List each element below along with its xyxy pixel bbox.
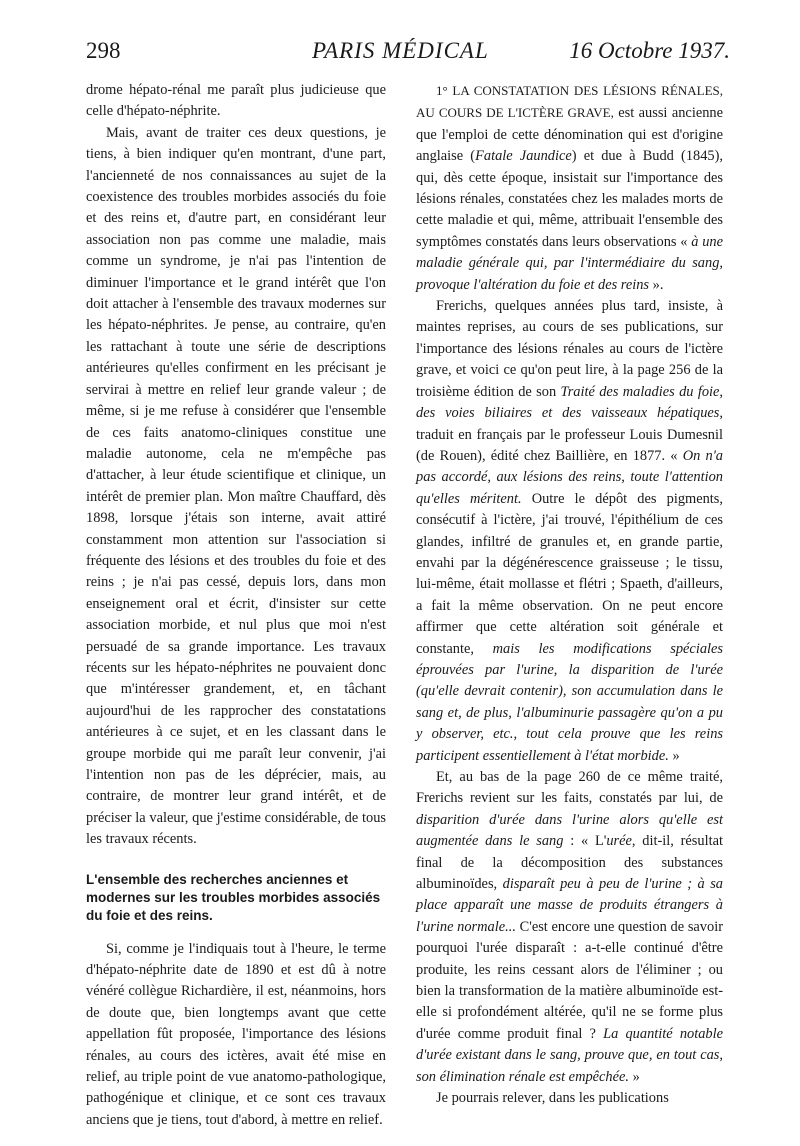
book-title: Traité des maladies du foie, des voies biliaires et des vaisseaux hépatiques, <box>416 383 723 422</box>
italic-quote: disparition d'urée dans l'urine alors qu'elle est augmentée dans le sang <box>416 811 723 850</box>
section-heading: L'ensemble des recherches anciennes et modernes sur les troubles morbides associés du foie et des reins. <box>86 871 381 923</box>
journal-title: PARIS MÉDICAL <box>312 38 489 63</box>
text-run: » <box>668 747 680 764</box>
text-run: » <box>629 1068 640 1085</box>
text-run: C'est encore une question de savoir pourquoi l'urée disparaît : a-t-elle continué d'être produite, les reins cessant alors de l'éliminer ; ou bien la transformation de la matière albuminoïde est-elle si profondément altérée, qu'il ne se forme plus d'urée comme produit final ? <box>416 918 723 1042</box>
page-header <box>86 38 730 78</box>
italic-term: Fatale Jaundice <box>475 148 572 165</box>
text-run: Frerichs, quelques années plus tard, insiste, à maintes reprises, au cours de ses publications, sur l'importance des lésions rénales au cours de l'ictère grave, et voici ce qu'on peut lire, à la page 256 de la troisième édition de son <box>416 298 723 400</box>
text-run: ». <box>649 276 664 293</box>
text-run: , dit-il, résultat final de la décomposition des substances albuminoïdes, <box>416 833 723 893</box>
italic-quote: On n'a pas accordé, aux lésions des reins, toute l'attention qu'elles méritent. <box>416 447 723 507</box>
text-run: traduit en français par le professeur Louis Dumesnil (de Rouen), édité chez Baillière, en 1877. « <box>416 426 723 464</box>
paragraph-page-260 <box>416 767 723 1088</box>
text-run: Et, au bas de la page 260 de ce même traité, Frerichs revient sur les faits, constatés par lui, de <box>416 769 723 807</box>
italic-quote: La quantité notable d'urée existant dans le sang, prouve que, en tout cas, son élimination rénale est empêchée. <box>416 1025 723 1085</box>
italic-quote: mais les modifications spéciales éprouvées par l'urine, la disparition de l'urée (qu'elle devrait contenir), son accumulation dans le sang et, de plus, l'albuminurie passagère qu'on a pu y observer, etc., tout cela prouve que les reins participent essentiellement à l'état morbide. <box>416 640 723 764</box>
text-run: est aussi ancienne que l'emploi de cette dénomination qui est d'origine anglaise ( <box>416 105 723 165</box>
paragraph-frerichs <box>416 296 723 767</box>
paragraph-continues: Je pourrais relever, dans les publications <box>436 1090 669 1107</box>
text-run: ) et due à Budd (1845), qui, dès cette époque, insistait sur l'importance des lésions rénales, constatées chez les malades morts de cette maladie et qui, même, attribuait l'ensemble des symptômes constatés dans leurs observations « <box>416 148 723 250</box>
page-number: 298 <box>86 38 121 63</box>
paragraph-history: Si, comme je l'indiquais tout à l'heure, le terme d'hépato-néphrite date de 1890 et est dû à notre vénéré collègue Richardière, il est, néanmoins, hors de doute que, bien longtemps avant que cette appellation fût proposée, l'importance des lésions rénales, au cours des ictères, avait été mise en relief, au triple point de vue anatomo-pathologique, pathogénique et clinique, et ce sont ces travaux anciens que je tiens, tout d'abord, à mettre en relief. <box>86 940 386 1128</box>
lead-smallcaps: 1° LA CONSTATATION DES LÉSIONS RÉNALES, AU COURS DE L'ICTÈRE GRAVE, <box>416 83 723 121</box>
text-run: : « L' <box>563 833 607 850</box>
italic-quote: à une maladie générale qui, par l'intermédiaire du sang, provoque l'altération du foie et des reins <box>416 233 723 293</box>
right-column <box>416 80 723 1110</box>
paragraph-budd <box>416 80 723 296</box>
issue-date: 16 Octobre 1937. <box>569 38 730 63</box>
italic-quote: disparaît peu à peu de l'urine ; à sa place apparaît une masse de produits étrangers à l'urine normale... <box>416 876 723 935</box>
italic-term: urée <box>606 833 632 850</box>
paragraph-continued: drome hépato-rénal me paraît plus judicieuse que celle d'hépato-néphrite. <box>86 82 386 120</box>
text-run: Outre le dépôt des pigments, consécutif à l'ictère, j'ai trouvé, l'épithélium de ces glandes, infiltré de granules et, en grande partie, envahi par la dégénérescence graisseuse ; le tissu, lui-même, était mollasse et flétri ; Spaeth, d'ailleurs, a fait la même observation. On ne peut encore affirmer que cette altération soit générale et constante, <box>416 490 724 657</box>
paragraph-intro: Mais, avant de traiter ces deux questions, je tiens, à bien indiquer qu'en montrant, d'une part, l'ancienneté de nos connaissances au sujet de la coexistence des troubles morbides associés du foie et des reins et, d'autre part, en considérant leur association non pas comme une maladie, mais comme un syndrome, je n'ai pas l'intention de diminuer l'importance et le grand intérêt que l'on doit attacher à l'ensemble des travaux modernes sur les hépato-néphrites. Je pense, au contraire, qu'en les rattachant à toute une série de descriptions antérieures qu'elles confirment en les précisant je servirai à mettre en relief leur grande valeur ; de même, si je me refuse à considérer que l'ensemble de ces faits anatomo-cliniques constitue une maladie autonome, cela ne m'empêche pas d'attacher, à leur étude scientifique et clinique, un intérêt de premier plan. Mon maître Chauffard, dès 1898, lorsque j'étais son interne, avait attiré constamment mon attention sur l'association si fréquente des lésions et des troubles du foie et des reins ; je n'ai pas cessé, depuis lors, dans mon enseignement oral et écrit, d'insister sur cette association morbide, et nul plus que moi n'est persuadé de sa grande importance. Les travaux récents sur les hépato-néphrites ne pouvaient donc que m'intéresser grandement, et, en tâchant aujourd'hui de les rapprocher des constatations antérieures à ce sujet, et en les classant dans le groupe morbide qui me paraît leur convenir, j'ai l'intention non pas de les déprécier, mais, au contraire, de montrer leur grand intérêt, et de préciser la valeur, que j'estime considérable, de tous les travaux récents. <box>86 124 386 848</box>
left-column <box>86 80 386 1131</box>
